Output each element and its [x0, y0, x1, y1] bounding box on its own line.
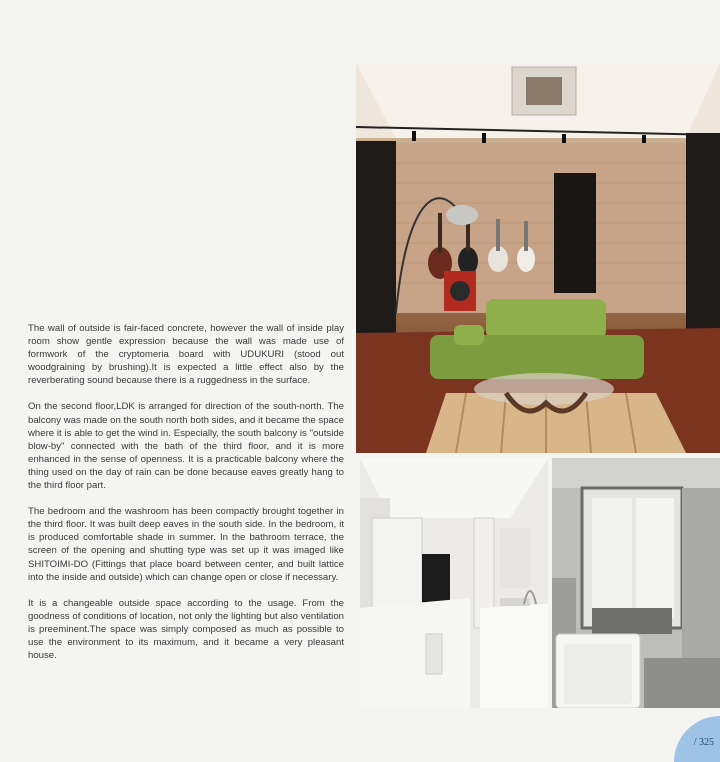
kitchen-illustration: [360, 458, 548, 708]
article-paragraph-3: The bedroom and the washroom has been compactly brought together in the third floor. It was built deep eaves in the south side. In the bedroom, it is produced comfortable shade in summer. In the bathroom terrace, the screen of the opening and shutting type was set up it was imaged like SHITOIMI-DO (Fittings that place board between center, and built lattice into the inside and outside) which can change open or close if necessary.: [28, 506, 344, 583]
living-room-photo: [356, 63, 720, 453]
article-paragraph-4: It is a changeable outside space according to the usage. From the goodness of conditions of location, not only the lighting but also ventilation is preeminent.The space was simply composed as much as possible to use the environment to its maximum, and it became a very pleasant house.: [28, 597, 344, 662]
kitchen-photo: [360, 458, 548, 708]
article-paragraph-1: The wall of outside is fair-faced concrete, however the wall of inside play room show gentle expression because the wall was made use of formwork of the cryptomeria board with UDUKURI (stood out woodgraining by brushing).It is expected a little effect also by the reverberating sound because there is a ruggedness in the surface.: [28, 323, 344, 387]
article-paragraph-2: On the second floor,LDK is arranged for direction of the south-north. The balcony was made on the south north both sides, and it became the space where it is able to get the wind in. Especially, the south balcony is "outside blow-by" connected with the bath of the third floor, and it is more enhanced in the sense of openness. It is a practicable balcony where the thing used on the day of rain can be done because eaves greatly hang to the third floor part.: [28, 401, 344, 492]
living-room-illustration: [356, 63, 720, 453]
bathroom-illustration: [552, 458, 720, 708]
bathroom-photo: [552, 458, 720, 708]
page-number: / 325: [693, 737, 714, 748]
article-text: [28, 322, 344, 675]
